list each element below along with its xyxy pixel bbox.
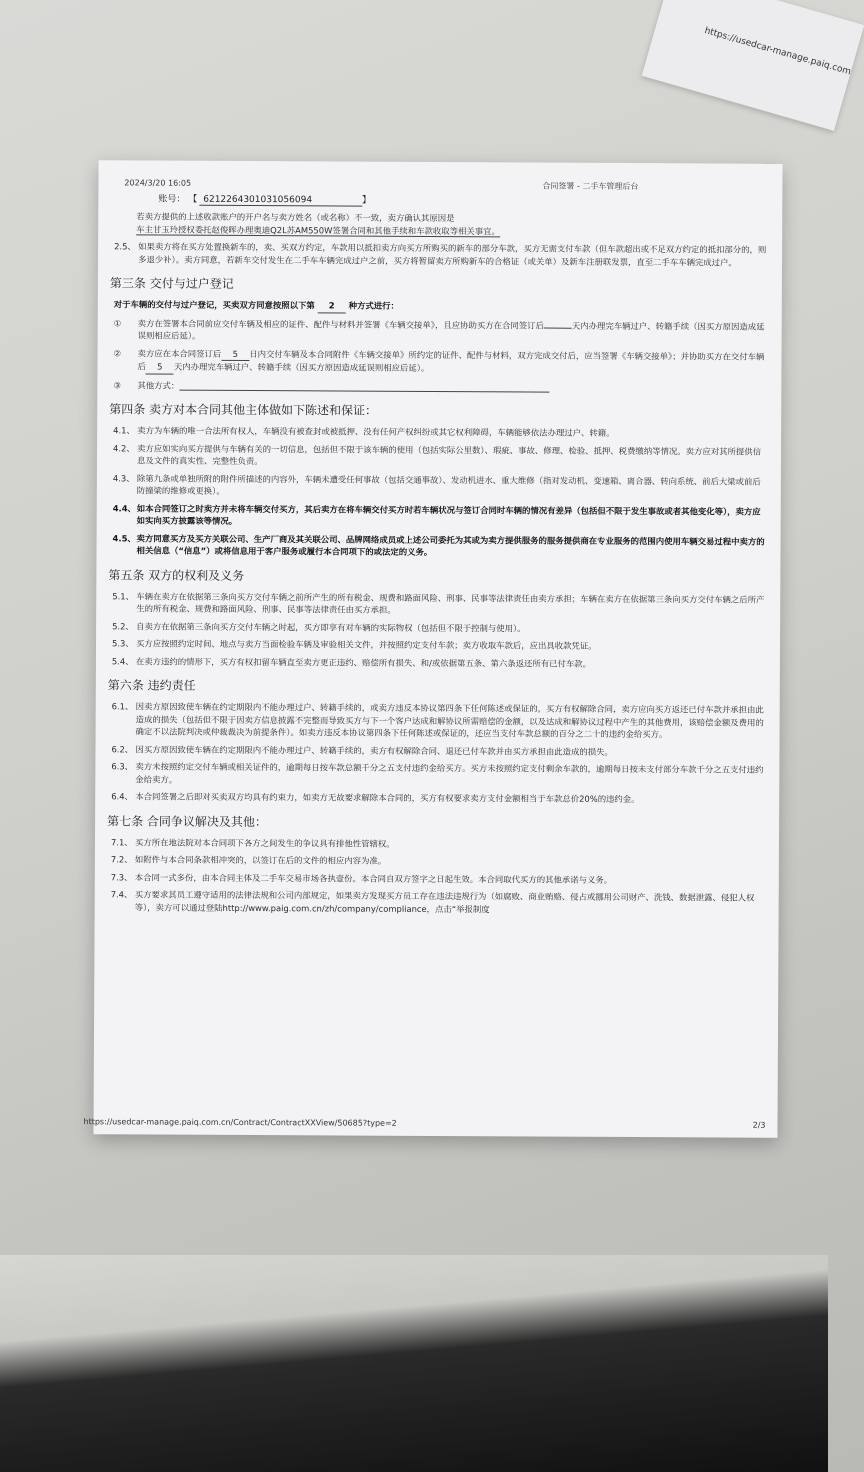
section-7-title: 第七条 合同争议解决及其他： — [107, 813, 267, 829]
contract-body — [107, 210, 769, 921]
clause-6-3: 6.3、 卖方未按照约定交付车辆或相关证件的，逾期每日按车款总额千分之五支付违约金给买方。买方未按照约定支付剩余车款的，逾期每日按未支付部分车款千分之五支付违约金给卖方。 — [111, 761, 764, 785]
option-1-days — [544, 327, 572, 328]
contract-page — [83, 160, 782, 1138]
clause-5-4: 5.4、 在卖方违约的情形下，买方有权扣留车辆直至卖方更正违约、赔偿所有损失、和/或依据第五条、第六条返还所有已付车款。 — [111, 655, 592, 669]
delivery-option-choice: 2 — [318, 299, 346, 313]
clause-5-2: 5.2、 自卖方在依据第三条向买方交付车辆之时起，买方即享有对车辆的实际物权（包括但不限于控制与使用）。 — [112, 620, 526, 633]
account-label: 账号： — [158, 194, 186, 205]
page-number: 2/3 — [752, 1120, 766, 1130]
clause-4-2: 4.2、 卖方应如实向买方提供与车辆有关的一切信息，包括但不限于该车辆的使用（包括实际公里数）、瑕疵、事故、修理、检验、抵押、税费缴纳等情况。卖方应对其所提供信息及文件的真实性、完整性负责。 — [113, 442, 762, 467]
print-footer-url: https://usedcar-manage.paiq.com.cn/Contract/ContractXXView/50685?type=2 — [83, 1117, 397, 1128]
clause-4-1: 4.1、 卖方为车辆的唯一合法所有权人，车辆没有被查封或被抵押、没有任何产权纠纷或其它权利障碍，车辆能够依法办理过户、转籍。 — [113, 425, 615, 438]
table-edge-shadow — [0, 1255, 828, 1472]
background-document-url: https://usedcar-manage.paiq.com — [703, 26, 852, 78]
delivery-option-2: ② 卖方应在本合同签订后 5 日内交付车辆及本合同附件《车辆交接单》所约定的证件、配件与材料，双方完成交付后，应当签署《车辆交接单》；并协助买方在交付车辆后 5 天内办理完车辆过户、转籍手续（因买方原因造成延误则相应后延）。 — [113, 347, 765, 373]
account-number: 6212264301031056094 — [199, 195, 362, 207]
clause-4-4: 4.4、 如本合同签订之时卖方并未将车辆交付买方，其后卖方在将车辆交付买方时若车辆状况与签订合同时车辆的情况有差异（包括但不限于发生事故或者其他变化等），卖方应如实向买方披露该等情况。 — [112, 502, 761, 526]
clause-6-4: 6.4、 本合同签署之后即对买卖双方均具有约束力，如卖方无故要求解除本合同的，买方有权要求卖方支付金额相当于车款总价20%的违约金。 — [111, 791, 640, 805]
clause-7-4: 7.4、 买方要求其员工遵守适用的法律法规和公司内部规定，如果卖方发现买方员工存在违法违规行为（如腐败、商业贿赂、侵占或挪用公司财产、洗钱、数据泄露、侵犯人权等），卖方可以通过登陆http://www.paig.com.cn/zh/company/compliance，点击“举报制度 — [110, 889, 755, 914]
clause-5-3: 5.3、 买方应按照约定时间、地点与卖方当面检验车辆及审验相关文件，并按照约定支付车款；卖方收取车款后，应出具收款凭证。 — [111, 638, 597, 651]
clause-4-5: 4.5、 卖方同意买方及买方关联公司、生产厂商及其关联公司、品牌网络成员或上述公司委托为其或为卖方提供服务的服务提供商在专业服务的范围内使用车辆交易过程中卖方的相关信息（“信息”）或将信息用于客户服务或履行本合同项下的或法定的义务。 — [112, 532, 765, 557]
clause-6-1: 6.1、 因卖方原因致使车辆在约定期限内不能办理过户、转籍手续的，或卖方违反本协议第四条下任何陈述或保证的，买方有权解除合同，卖方应向买方返还已付车款并承担由此造成的损失（包括但不限于因卖方信息披露不完整而导致买方与下一个客户达成和解协议所需赔偿的金额，以及达成和解协议过程中产生的其他费用，该赔偿金额及费用的确定不以法院判决或仲裁裁决为前提条件）。如卖方违反本协议第四条下任何陈述或保证的，还应当支付车款总额的百分之二十的违约金给买方。 — [111, 701, 764, 740]
clause-6-2: 6.2、 因买方原因致使车辆在约定期限内不能办理过户、转籍手续的，卖方有权解除合同、退还已付车款并由买方承担由此造成的损失。 — [111, 743, 613, 757]
print-site-title: 合同签署 - 二手车管理后台 — [542, 181, 639, 192]
account-name-reason: 车主甘玉玲授权委托赵俊晖办理奥迪Q2L苏AM550W签署合同和其他手续和车款收取等相关事宜。 — [136, 223, 500, 236]
option-2-delivery-days: 5 — [221, 347, 249, 361]
section-3-title: 第三条 交付与过户登记 — [109, 276, 234, 291]
account-name-note: 若卖方提供的上述收款账户的开户名与卖方姓名（或名称）不一致，卖方确认其原因是 车主甘玉玲授权委托赵俊晖办理奥迪Q2L苏AM550W签署合同和其他手续和车款收取等相关事宜。 — [136, 211, 500, 236]
section-6-title: 第六条 违约责任 — [107, 678, 196, 693]
clause-7-3: 7.3、 本合同一式多份，由本合同主体及二手车交易市场各执壹份。本合同自双方签字之日起生效。本合同取代买方的其他承诺与义务。 — [110, 871, 613, 885]
clause-7-1: 7.1、 买方所在地法院对本合同项下各方之间发生的争议具有排他性管辖权。 — [110, 836, 395, 849]
account-line: 账号： 【 6212264301031056094 】 — [158, 194, 372, 206]
print-timestamp: 2024/3/20 16:05 — [124, 178, 192, 188]
section-4-title: 第四条 卖方对本合同其他主体做如下陈述和保证： — [109, 402, 378, 418]
option-2-transfer-days: 5 — [146, 360, 174, 374]
delivery-option-3: ③ 其他方式： — [113, 379, 767, 395]
section-5-title: 第五条 双方的权利及义务 — [108, 567, 245, 583]
clause-7-2: 7.2、 如附件与本合同条款相冲突的，以签订在后的文件的相应内容为准。 — [110, 854, 387, 866]
clause-4-3: 4.3、 除第九条或单独所附的附件所描述的内容外，车辆未遭受任何事故（包括交通事故）、发动机进水、重大维修（指对发动机、变速箱、离合器、转向系统、前后大梁或前后防撞梁的维修或更换）。 — [112, 472, 761, 496]
other-method-blank — [179, 381, 549, 393]
delivery-option-1: ① 卖方在签署本合同前应交付车辆及相应的证件、配件与材料并签署《车辆交接单》，且应协助买方在合同签订后 天内办理完车辆过户、转籍手续（因买方原因造成延误则相应后延）。 — [113, 317, 765, 341]
clause-2-5: 2.5、 如果卖方将在买方处置换新车的，卖、买双方约定，车款用以抵扣卖方向买方所购买的新车的部分车款，买方无需支付车款（但车款超出或不足双方约定的抵扣部分的，则多退少补）。卖方同意，若新车交付发生在二手车车辆完成过户之前，买方将暂留卖方所购新车的合格证（或关单）及新车注册联发票，直至二手车车辆完成过户。 — [114, 241, 767, 268]
clause-5-1: 5.1、 车辆在卖方在依据第三条向买方交付车辆之前所产生的所有税金、规费和路面风险、刑事、民事等法律责任由卖方承担；车辆在卖方在依据第三条向买方交付车辆之后所产生的所有税金、规费和路面风险、刑事、民事等法律责任由买方承担。 — [112, 590, 765, 615]
section-3-intro: 对于车辆的交付与过户登记，买卖双方同意按照以下第 2 种方式进行： — [114, 298, 768, 315]
